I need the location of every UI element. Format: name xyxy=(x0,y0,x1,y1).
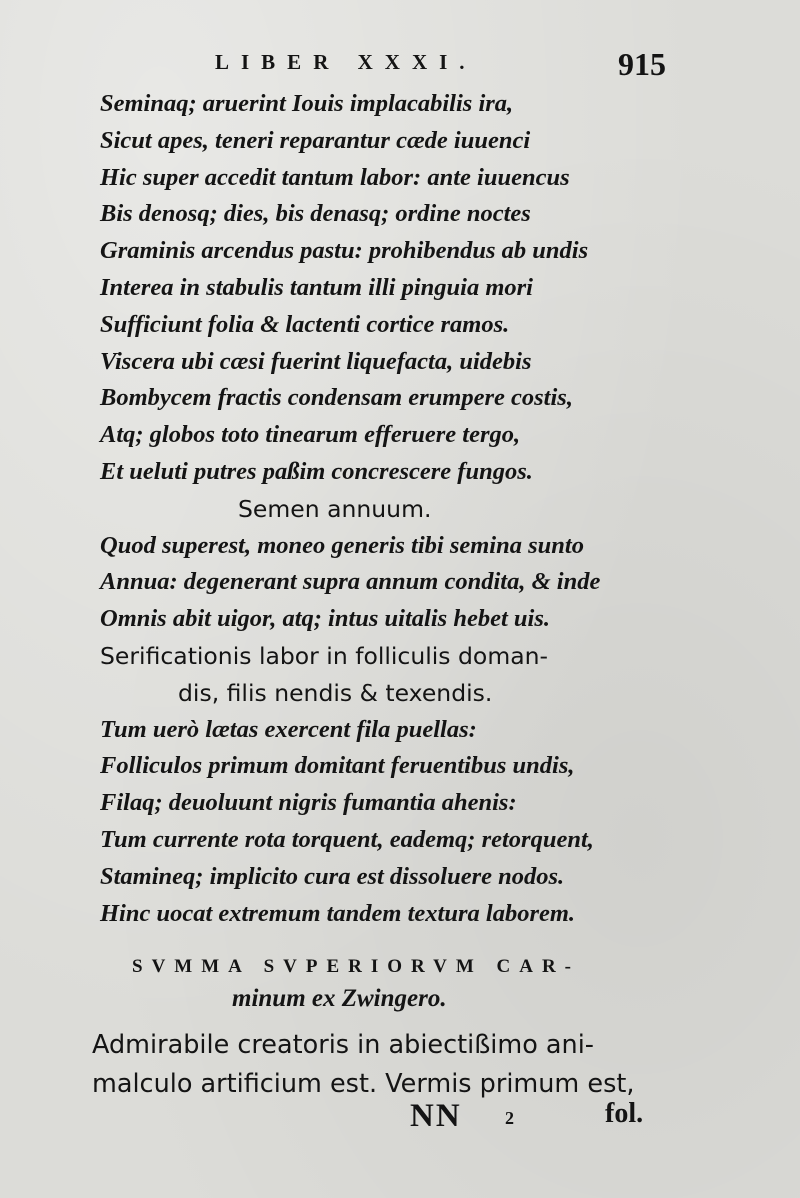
verse-line: Graminis arcendus pastu: prohibendus ab undis xyxy=(100,237,589,265)
verse-line: Sufficiunt folia & lactenti cortice ramos. xyxy=(100,310,510,338)
prose-line: Admirabile creatoris in abiectißimo ani- xyxy=(92,1030,594,1060)
verse-line: Seminaq; aruerint Iouis implacabilis ira, xyxy=(100,90,514,117)
section-heading: Serificationis labor in folliculis doman- xyxy=(100,641,548,670)
verse-line: Hinc uocat extremum tandem textura laborem. xyxy=(100,899,576,927)
verse-line: Annua: degenerant supra annum condita, & inde xyxy=(100,568,601,596)
verse-line: Hic super accedit tantum labor: ante iuuencus xyxy=(100,163,570,191)
verse-line: Bombycem fractis condensam erumpere costis, xyxy=(100,384,573,412)
signature-number: 2 xyxy=(505,1108,514,1128)
verse-line: Folliculos primum domitant feruentibus undis, xyxy=(100,752,575,780)
verse-line: Filaq; deuoluunt nigris fumantia ahenis: xyxy=(100,789,517,817)
catchword: fol. xyxy=(605,1098,644,1129)
verse-block xyxy=(100,86,680,932)
running-head: LIBER XXXI. xyxy=(215,50,477,74)
summary-text xyxy=(92,1026,672,1104)
verse-line: Sicut apes, teneri reparantur cæde iuuenci xyxy=(100,126,531,154)
verse-line: Stamineq; implicito cura est dissoluere nodos. xyxy=(100,862,565,890)
verse-line: Atq; globos toto tinearum efferuere tergo, xyxy=(100,421,521,449)
verse-line: Viscera ubi cæsi fuerint liquefacta, uidebis xyxy=(100,347,532,375)
prose-line: malculo artificium est. Vermis primum est, xyxy=(92,1069,635,1099)
verse-line: Et ueluti putres paßim concrescere fungos. xyxy=(100,457,533,485)
summary-heading: SVMMA SVPERIORVM CAR- xyxy=(132,956,580,977)
verse-line: Tum uerò lætas exercent fila puellas: xyxy=(100,715,477,743)
verse-line: Interea in stabulis tantum illi pinguia mori xyxy=(100,273,533,301)
signature-mark: NN xyxy=(410,1098,462,1134)
verse-line: Bis denosq; dies, bis denasq; ordine noctes xyxy=(100,200,531,228)
section-heading: Semen annuum. xyxy=(238,494,432,523)
page-number: 915 xyxy=(618,46,666,82)
verse-line: Tum currente rota torquent, eademq; retorquent, xyxy=(100,825,594,853)
verse-line: Quod superest, moneo generis tibi semina sunto xyxy=(100,531,584,559)
section-heading-continued: dis, filis nendis & texendis. xyxy=(178,678,493,707)
verse-line: Omnis abit uigor, atq; intus uitalis hebet uis. xyxy=(100,605,550,633)
summary-subheading: minum ex Zwingero. xyxy=(232,985,447,1012)
